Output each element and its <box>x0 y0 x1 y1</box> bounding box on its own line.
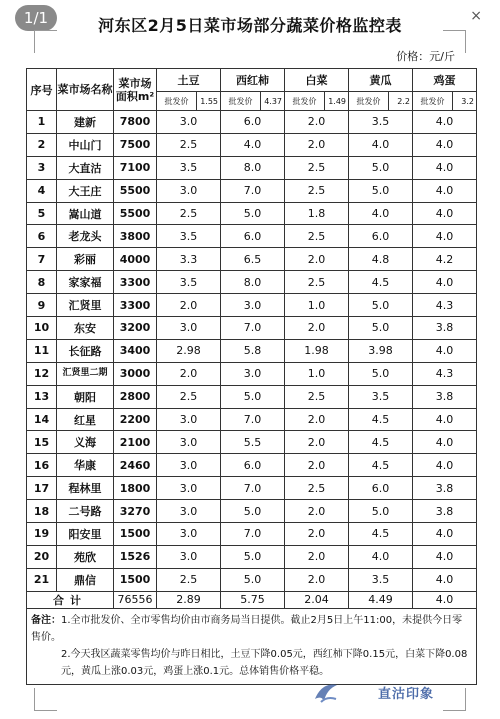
row-price: 5.8 <box>221 339 285 362</box>
header-market: 菜市场名称 <box>57 69 114 111</box>
wholesale-value: 4.37 <box>261 92 285 111</box>
row-area: 3270 <box>114 500 157 523</box>
row-price: 3.5 <box>349 568 413 591</box>
row-price: 4.0 <box>413 271 477 294</box>
row-price: 2.5 <box>285 225 349 248</box>
row-price: 6.0 <box>349 225 413 248</box>
table-row <box>27 523 477 546</box>
table-row <box>27 568 477 591</box>
row-market: 大直沽 <box>57 156 114 179</box>
row-seq: 6 <box>27 225 57 248</box>
row-area: 3300 <box>114 271 157 294</box>
row-price: 4.0 <box>413 568 477 591</box>
table-row <box>27 133 477 156</box>
total-area: 76556 <box>114 591 157 608</box>
wholesale-label: 批发价 <box>285 92 325 111</box>
row-price: 4.0 <box>413 225 477 248</box>
row-market: 二号路 <box>57 500 114 523</box>
row-area: 5500 <box>114 202 157 225</box>
row-seq: 2 <box>27 133 57 156</box>
notes-cell <box>27 608 477 684</box>
row-price: 3.0 <box>157 500 221 523</box>
row-market: 义海 <box>57 431 114 454</box>
row-seq: 5 <box>27 202 57 225</box>
row-price: 7.0 <box>221 317 285 340</box>
row-price: 3.5 <box>157 271 221 294</box>
table-row <box>27 202 477 225</box>
row-seq: 18 <box>27 500 57 523</box>
row-price: 1.0 <box>285 362 349 385</box>
row-price: 8.0 <box>221 156 285 179</box>
total-price: 2.89 <box>157 591 221 608</box>
row-price: 3.8 <box>413 317 477 340</box>
table-row <box>27 408 477 431</box>
row-price: 7.0 <box>221 477 285 500</box>
row-price: 8.0 <box>221 271 285 294</box>
row-price: 3.0 <box>157 523 221 546</box>
table-row <box>27 385 477 408</box>
row-price: 2.0 <box>285 545 349 568</box>
row-price: 3.0 <box>157 317 221 340</box>
row-price: 4.0 <box>349 545 413 568</box>
bird-logo-icon <box>312 679 340 707</box>
row-market: 汇贤里二期 <box>57 362 114 385</box>
table-row <box>27 500 477 523</box>
row-price: 4.0 <box>349 202 413 225</box>
row-price: 4.0 <box>413 431 477 454</box>
row-market: 苑欣 <box>57 545 114 568</box>
row-price: 2.98 <box>157 339 221 362</box>
row-price: 2.0 <box>285 523 349 546</box>
row-price: 2.0 <box>285 408 349 431</box>
table-row <box>27 271 477 294</box>
table-row <box>27 294 477 317</box>
row-price: 2.5 <box>285 271 349 294</box>
row-price: 5.0 <box>221 202 285 225</box>
row-price: 7.0 <box>221 179 285 202</box>
row-price: 3.0 <box>157 111 221 134</box>
row-market: 彩丽 <box>57 248 114 271</box>
header-veg-egg: 鸡蛋 <box>413 69 477 92</box>
total-price: 2.04 <box>285 591 349 608</box>
crop-corner-bottom-right <box>443 688 466 711</box>
row-price: 4.0 <box>413 408 477 431</box>
row-price: 6.5 <box>221 248 285 271</box>
row-price: 4.0 <box>413 339 477 362</box>
price-table <box>26 68 477 685</box>
row-price: 3.5 <box>157 156 221 179</box>
row-price: 3.0 <box>157 179 221 202</box>
row-price: 4.0 <box>413 202 477 225</box>
crop-corner-bottom-left <box>34 688 57 711</box>
row-market: 东安 <box>57 317 114 340</box>
wholesale-label: 批发价 <box>157 92 197 111</box>
header-veg-cabbage: 白菜 <box>285 69 349 92</box>
row-market: 汇贤里 <box>57 294 114 317</box>
wholesale-value: 3.2 <box>453 92 477 111</box>
row-price: 2.0 <box>285 500 349 523</box>
row-area: 2200 <box>114 408 157 431</box>
row-price: 4.5 <box>349 271 413 294</box>
row-market: 大王庄 <box>57 179 114 202</box>
row-seq: 4 <box>27 179 57 202</box>
close-icon[interactable]: × <box>470 8 482 24</box>
row-price: 3.0 <box>157 408 221 431</box>
page-indicator: 1/1 <box>15 5 57 31</box>
row-price: 1.8 <box>285 202 349 225</box>
row-price: 2.5 <box>285 477 349 500</box>
row-price: 5.0 <box>221 545 285 568</box>
row-seq: 11 <box>27 339 57 362</box>
row-market: 家家福 <box>57 271 114 294</box>
row-area: 5500 <box>114 179 157 202</box>
row-price: 5.0 <box>349 179 413 202</box>
row-market: 嵩山道 <box>57 202 114 225</box>
wholesale-label: 批发价 <box>413 92 453 111</box>
row-price: 7.0 <box>221 523 285 546</box>
row-price: 3.8 <box>413 385 477 408</box>
row-price: 4.0 <box>349 133 413 156</box>
row-area: 1500 <box>114 568 157 591</box>
row-price: 2.5 <box>285 385 349 408</box>
table-row <box>27 225 477 248</box>
wholesale-value: 2.2 <box>389 92 413 111</box>
header-seq: 序号 <box>27 69 57 111</box>
header-area: 菜市场面积m² <box>114 69 157 111</box>
row-market: 老龙头 <box>57 225 114 248</box>
row-price: 2.0 <box>157 362 221 385</box>
row-price: 3.8 <box>413 477 477 500</box>
row-price: 7.0 <box>221 408 285 431</box>
row-price: 4.5 <box>349 523 413 546</box>
table-row <box>27 431 477 454</box>
row-price: 4.5 <box>349 408 413 431</box>
row-price: 2.0 <box>285 111 349 134</box>
row-seq: 17 <box>27 477 57 500</box>
table-row <box>27 248 477 271</box>
table-row <box>27 339 477 362</box>
row-area: 7500 <box>114 133 157 156</box>
row-price: 2.0 <box>285 248 349 271</box>
table-row <box>27 362 477 385</box>
row-seq: 14 <box>27 408 57 431</box>
total-label: 合计 <box>27 591 114 608</box>
row-seq: 21 <box>27 568 57 591</box>
table-row <box>27 111 477 134</box>
table-row <box>27 545 477 568</box>
row-price: 2.0 <box>285 568 349 591</box>
total-row <box>27 591 477 608</box>
row-market: 朝阳 <box>57 385 114 408</box>
total-price: 5.75 <box>221 591 285 608</box>
row-area: 3300 <box>114 294 157 317</box>
row-price: 4.0 <box>413 133 477 156</box>
row-price: 4.5 <box>349 454 413 477</box>
wholesale-label: 批发价 <box>349 92 389 111</box>
row-area: 7100 <box>114 156 157 179</box>
row-price: 4.0 <box>413 545 477 568</box>
header-veg-cucumber: 黄瓜 <box>349 69 413 92</box>
row-price: 1.0 <box>285 294 349 317</box>
row-price: 3.0 <box>157 454 221 477</box>
row-price: 3.0 <box>157 477 221 500</box>
document-title: 河东区2月5日菜市场部分蔬菜价格监控表 <box>98 16 402 35</box>
row-area: 3000 <box>114 362 157 385</box>
row-price: 5.0 <box>349 294 413 317</box>
row-price: 2.0 <box>285 317 349 340</box>
row-market: 阳安里 <box>57 523 114 546</box>
row-area: 4000 <box>114 248 157 271</box>
note-1: 1.全市批发价、全市零售均价由市商务局当日提供。截止2月5日上午11:00，未提供今日零售价。 <box>31 614 463 643</box>
row-price: 4.8 <box>349 248 413 271</box>
row-price: 4.0 <box>413 179 477 202</box>
total-price: 4.0 <box>413 591 477 608</box>
row-price: 6.0 <box>349 477 413 500</box>
row-price: 2.5 <box>285 156 349 179</box>
row-seq: 8 <box>27 271 57 294</box>
row-price: 3.0 <box>221 294 285 317</box>
table-row <box>27 477 477 500</box>
row-price: 2.0 <box>285 454 349 477</box>
row-price: 3.0 <box>221 362 285 385</box>
row-price: 3.0 <box>157 545 221 568</box>
row-price: 5.0 <box>349 500 413 523</box>
row-area: 1526 <box>114 545 157 568</box>
row-seq: 10 <box>27 317 57 340</box>
row-price: 3.0 <box>157 431 221 454</box>
wholesale-label: 批发价 <box>221 92 261 111</box>
watermark-text: 直沽印象 <box>377 687 434 702</box>
row-price: 3.5 <box>349 385 413 408</box>
row-price: 2.5 <box>157 568 221 591</box>
row-price: 4.2 <box>413 248 477 271</box>
row-seq: 3 <box>27 156 57 179</box>
row-price: 4.0 <box>413 111 477 134</box>
row-seq: 15 <box>27 431 57 454</box>
row-price: 4.5 <box>349 431 413 454</box>
total-price: 4.49 <box>349 591 413 608</box>
row-price: 2.5 <box>157 133 221 156</box>
row-seq: 19 <box>27 523 57 546</box>
row-price: 4.0 <box>221 133 285 156</box>
wholesale-value: 1.49 <box>325 92 349 111</box>
row-market: 建新 <box>57 111 114 134</box>
row-area: 3200 <box>114 317 157 340</box>
table-row <box>27 317 477 340</box>
row-area: 3400 <box>114 339 157 362</box>
row-seq: 1 <box>27 111 57 134</box>
note-2: 2.今天我区蔬菜零售均价与昨日相比，土豆下降0.05元，西红柿下降0.15元，白菜下降0.08元，黄瓜上涨0.03元，鸡蛋上涨0.1元。总体销售价格平稳。 <box>61 648 468 677</box>
row-area: 1800 <box>114 477 157 500</box>
table-row <box>27 179 477 202</box>
row-area: 2460 <box>114 454 157 477</box>
row-market: 长征路 <box>57 339 114 362</box>
row-market: 中山门 <box>57 133 114 156</box>
table-row <box>27 454 477 477</box>
row-price: 2.0 <box>285 133 349 156</box>
notes-row <box>27 608 477 684</box>
row-seq: 16 <box>27 454 57 477</box>
row-price: 2.0 <box>157 294 221 317</box>
row-price: 3.3 <box>157 248 221 271</box>
row-area: 2800 <box>114 385 157 408</box>
row-price: 1.98 <box>285 339 349 362</box>
row-price: 4.0 <box>413 156 477 179</box>
row-area: 3800 <box>114 225 157 248</box>
row-price: 2.5 <box>157 385 221 408</box>
row-price: 5.0 <box>221 568 285 591</box>
row-price: 4.0 <box>413 523 477 546</box>
row-area: 7800 <box>114 111 157 134</box>
row-price: 3.8 <box>413 500 477 523</box>
row-price: 6.0 <box>221 454 285 477</box>
row-price: 5.0 <box>349 156 413 179</box>
row-seq: 13 <box>27 385 57 408</box>
row-price: 3.98 <box>349 339 413 362</box>
table-row <box>27 156 477 179</box>
row-market: 华康 <box>57 454 114 477</box>
row-price: 5.5 <box>221 431 285 454</box>
notes-label: 备注： <box>31 614 61 626</box>
row-price: 4.3 <box>413 294 477 317</box>
row-price: 5.0 <box>349 317 413 340</box>
row-market: 鼎信 <box>57 568 114 591</box>
row-price: 4.3 <box>413 362 477 385</box>
row-seq: 9 <box>27 294 57 317</box>
row-price: 3.5 <box>157 225 221 248</box>
row-seq: 20 <box>27 545 57 568</box>
price-table-body <box>27 111 477 592</box>
row-area: 2100 <box>114 431 157 454</box>
price-unit-label: 价格：元/斤 <box>396 50 455 63</box>
row-market: 红星 <box>57 408 114 431</box>
row-price: 2.0 <box>285 431 349 454</box>
row-price: 4.0 <box>413 454 477 477</box>
header-veg-potato: 土豆 <box>157 69 221 92</box>
row-price: 2.5 <box>285 179 349 202</box>
row-price: 5.0 <box>349 362 413 385</box>
wholesale-value: 1.55 <box>197 92 221 111</box>
row-price: 5.0 <box>221 385 285 408</box>
row-price: 6.0 <box>221 111 285 134</box>
row-seq: 12 <box>27 362 57 385</box>
row-price: 6.0 <box>221 225 285 248</box>
row-price: 3.5 <box>349 111 413 134</box>
row-seq: 7 <box>27 248 57 271</box>
row-area: 1500 <box>114 523 157 546</box>
row-market: 程林里 <box>57 477 114 500</box>
row-price: 5.0 <box>221 500 285 523</box>
row-price: 2.5 <box>157 202 221 225</box>
header-veg-tomato: 西红柿 <box>221 69 285 92</box>
